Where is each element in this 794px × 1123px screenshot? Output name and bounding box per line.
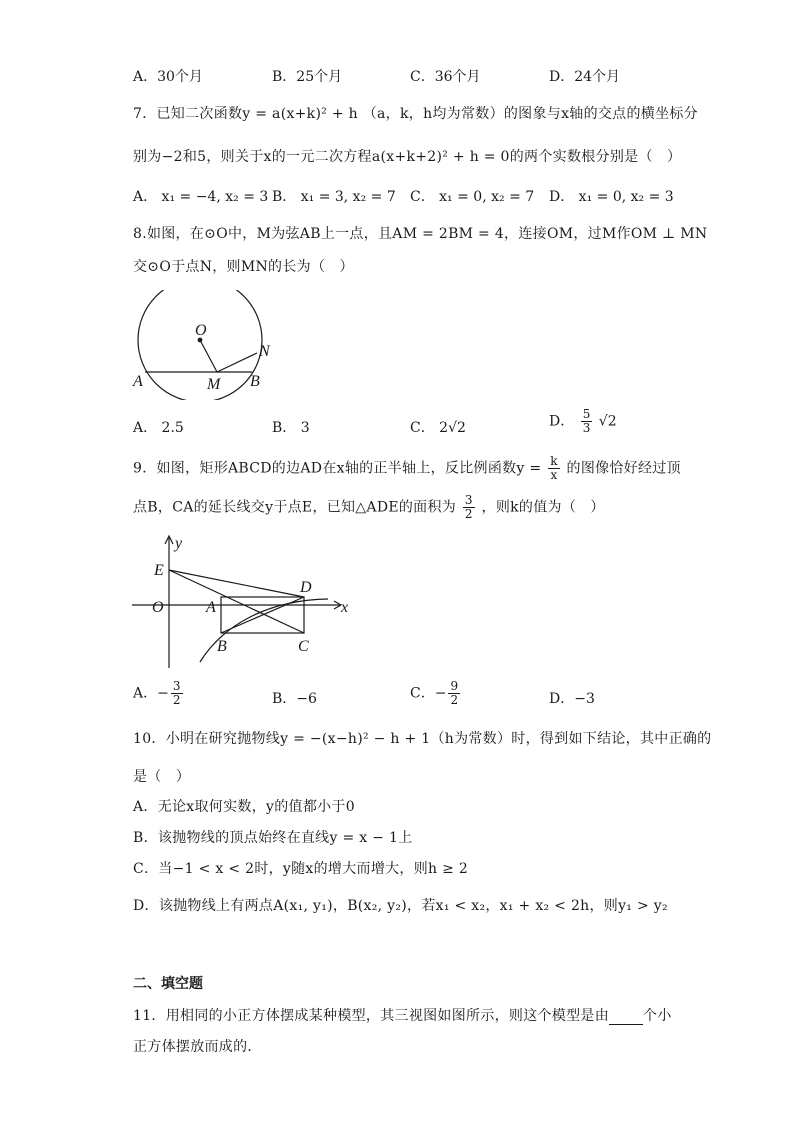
q8-label-n: N — [259, 343, 270, 360]
q9-line2-post: ，则k的值为（ ） — [481, 499, 605, 516]
q11-line1 — [133, 1005, 672, 1025]
q9-label-a: A — [206, 599, 216, 616]
q8-label-o: O — [195, 322, 207, 339]
q8-segment-mn — [217, 353, 257, 372]
q8-option-b: B． 3 — [272, 420, 310, 436]
q9-coordinate-figure — [128, 530, 368, 672]
q9-line1-post: 的图像恰好经过顶 — [566, 460, 681, 477]
q7-option-b: B． x₁ = 3, x₂ = 7 — [272, 189, 396, 205]
q8-option-d-label: D． — [549, 413, 579, 430]
q9-label-d: D — [300, 579, 312, 596]
q9-option-c — [410, 680, 462, 707]
q9-line2 — [133, 494, 605, 521]
q8-line1: 8.如图，在⊙O中，M为弦AB上一点，且AM = 2BM = 4，连接OM，过M作OM ⊥ MN — [133, 226, 708, 242]
q9-option-b-label: B． — [272, 691, 297, 707]
q9-option-a-label: A． — [133, 685, 158, 702]
q6-option-a: A．30个月 — [133, 69, 203, 85]
q11-line1-post: 个小 — [643, 1008, 672, 1024]
q9-option-d-value: −3 — [574, 691, 595, 707]
q9-label-o: O — [152, 599, 164, 616]
q9-option-a-sign: − — [157, 685, 169, 702]
q11-answer-blank[interactable] — [609, 1010, 643, 1025]
q9-option-a-numerator: 3 — [172, 679, 181, 693]
q10-line2: 是（ ） — [133, 769, 191, 785]
q8-line2: 交⊙O于点N，则MN的长为（ ） — [133, 259, 354, 275]
q8-label-a: A — [133, 373, 143, 390]
section-2-title: 二、填空题 — [133, 976, 203, 992]
q9-segment-ec — [169, 570, 304, 633]
q8-option-c: C． 2√2 — [410, 420, 466, 436]
q9-line1-denominator: x — [550, 468, 558, 482]
q9-label-b: B — [217, 638, 227, 655]
q8-option-a: A． 2.5 — [133, 420, 184, 436]
q7-line2: 别为−2和5，则关于x的一元二次方程a(x+k+2)² + h = 0的两个实数根分别是（ ） — [133, 149, 682, 165]
q9-line1 — [133, 455, 681, 482]
q8-option-d-radical: √2 — [598, 413, 617, 430]
q8-option-d-denominator: 3 — [582, 421, 591, 435]
q8-segment-om — [200, 340, 217, 372]
q9-option-d-label: D． — [549, 691, 575, 707]
q8-option-d — [549, 408, 617, 435]
q7-line1: 7．已知二次函数y = a(x+k)² + h （a，k，h均为常数）的图象与x轴的交点的横坐标分 — [133, 106, 698, 122]
q9-line1-fraction — [548, 455, 560, 482]
q9-label-y: y — [175, 535, 183, 552]
q10-choice-a: A．无论x取何实数，y的值都小于0 — [133, 799, 355, 815]
q9-label-c: C — [298, 638, 309, 655]
q11-line2: 正方体摆放而成的． — [133, 1039, 262, 1055]
q9-segment-ed — [169, 570, 304, 597]
q7-option-d: D． x₁ = 0, x₂ = 3 — [549, 189, 674, 205]
q6-option-c: C．36个月 — [410, 69, 481, 85]
q8-label-b: B — [250, 373, 260, 390]
q9-option-b — [272, 688, 317, 708]
q6-option-d: D．24个月 — [549, 69, 621, 85]
q8-option-d-fraction — [581, 408, 593, 435]
q9-option-a-denominator: 2 — [172, 693, 181, 707]
q11-line1-pre: 11．用相同的小正方体摆成某种模型，其三视图如图所示，则这个模型是由 — [133, 1008, 610, 1024]
q10-line1: 10．小明在研究抛物线y = −(x−h)² − h + 1（h为常数）时，得到如下结论，其中正确的 — [133, 731, 712, 747]
q7-option-a: A． x₁ = −4, x₂ = 3 — [133, 189, 269, 205]
q6-option-b: B．25个月 — [272, 69, 343, 85]
q8-label-m: M — [207, 376, 221, 393]
q9-label-x: x — [341, 599, 349, 616]
q9-option-c-denominator: 2 — [450, 693, 459, 707]
q9-option-b-value: −6 — [296, 691, 317, 707]
q7-option-c: C． x₁ = 0, x₂ = 7 — [410, 189, 535, 205]
q9-option-c-fraction — [448, 680, 460, 707]
q9-option-a-fraction — [171, 680, 183, 707]
q9-option-c-label: C． — [410, 685, 435, 702]
q9-line1-pre: 9．如图，矩形ABCD的边AD在x轴的正半轴上，反比例函数y = — [133, 460, 542, 477]
q9-option-c-numerator: 9 — [450, 679, 459, 693]
q9-line2-numerator: 3 — [464, 493, 473, 507]
q10-choice-b: B．该抛物线的顶点始终在直线y = x − 1上 — [133, 830, 413, 846]
q9-label-e: E — [154, 562, 164, 579]
q8-circle-figure — [128, 290, 278, 400]
q9-option-a — [133, 680, 185, 707]
q8-circle — [138, 290, 262, 400]
q9-line2-pre: 点B，CA的延长线交y于点E，已知△ADE的面积为 — [133, 499, 457, 516]
q8-option-d-numerator: 5 — [582, 407, 591, 421]
q9-line1-numerator: k — [550, 454, 558, 468]
q9-option-d — [549, 688, 595, 708]
q9-option-c-sign: − — [434, 685, 447, 702]
q10-choice-d: D．该抛物线上有两点A(x₁, y₁)，B(x₂, y₂)，若x₁ < x₂，x₁ + x₂ < 2h，则y₁ > y₂ — [133, 898, 668, 914]
q9-line2-fraction — [463, 494, 475, 521]
q10-choice-c: C．当−1 < x < 2时，y随x的增大而增大，则h ≥ 2 — [133, 861, 469, 877]
q9-line2-denominator: 2 — [464, 507, 473, 521]
